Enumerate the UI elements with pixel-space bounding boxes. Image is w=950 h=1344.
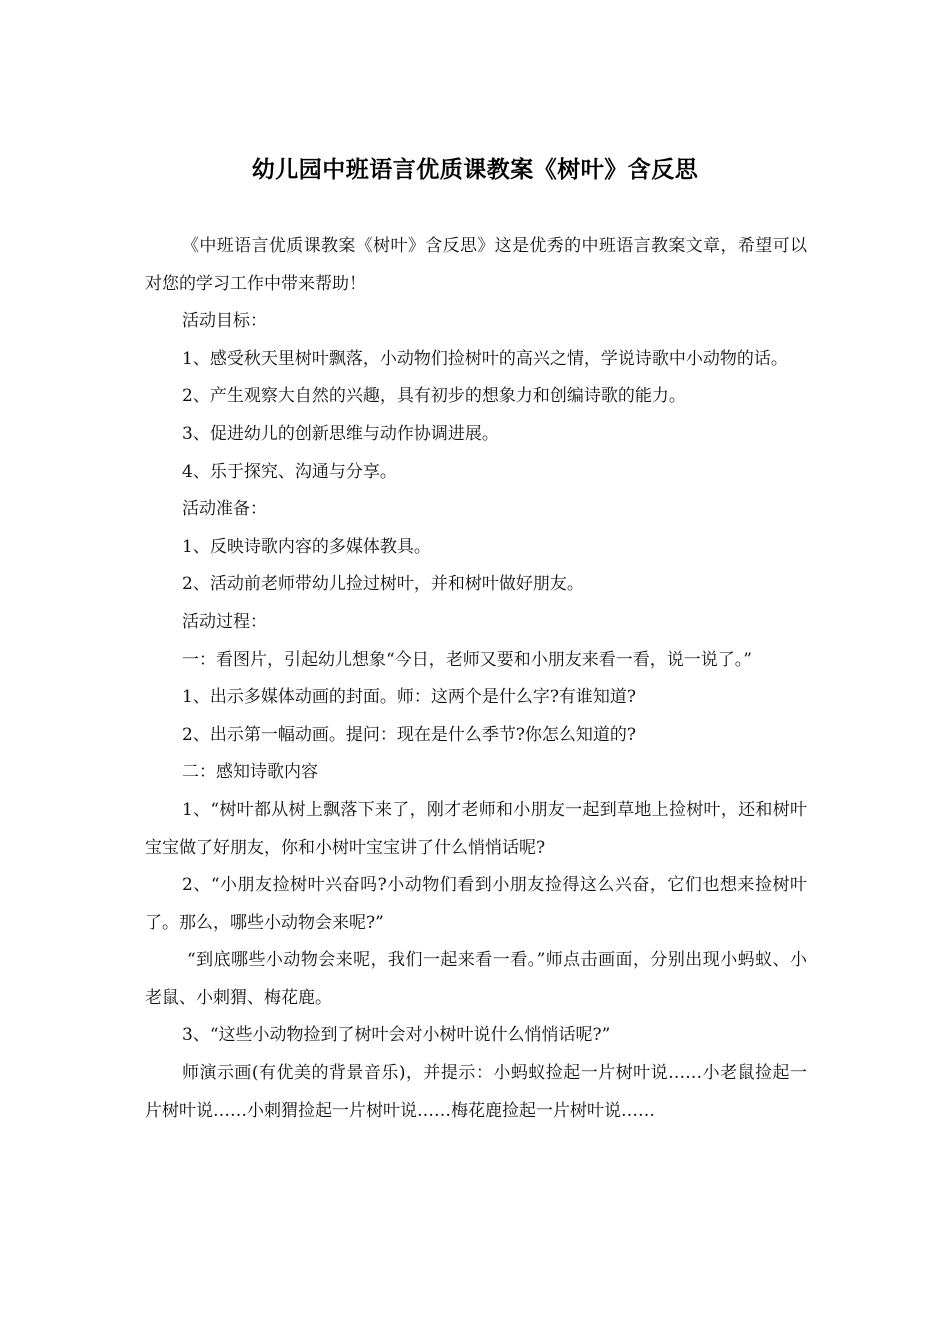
paragraph-intro: 《中班语言优质课教案《树叶》含反思》这是优秀的中班语言教案文章，希望可以对您的学习工作中带来帮助！ [145,236,807,294]
paragraph-process-1-1: 1、出示多媒体动画的封面。师：这两个是什么字?有谁知道? [182,687,637,708]
document-body [145,228,807,1130]
paragraph-process-1-2: 2、出示第一幅动画。提问：现在是什么季节?你怎么知道的? [182,724,637,745]
paragraph-preparation-2: 2、活动前老师带幼儿捡过树叶，并和树叶做好朋友。 [182,574,584,595]
heading-activity-goals: 活动目标： [182,311,267,332]
paragraph-goal-2: 2、产生观察大自然的兴趣，具有初步的想象力和创编诗歌的能力。 [182,386,686,407]
paragraph-goal-1: 1、感受秋天里树叶飘落，小动物们捡树叶的高兴之情，学说诗歌中小动物的话。 [182,348,788,369]
paragraph-process-2-1: 1、“树叶都从树上飘落下来了，刚才老师和小朋友一起到草地上捡树叶，还和树叶宝宝做了好朋友，你和小树叶宝宝讲了什么悄悄话呢? [145,799,807,858]
paragraph-process-step-1: 一：看图片，引起幼儿想象“今日，老师又要和小朋友来看一看，说一说了。” [182,649,752,670]
paragraph-process-2-2: 2、“小朋友捡树叶兴奋吗?小动物们看到小朋友捡得这么兴奋，它们也想来捡树叶了。那么，哪些小动物会来呢?” [145,875,807,933]
paragraph-preparation-1: 1、反映诗歌内容的多媒体教具。 [182,536,431,557]
paragraph-goal-4: 4、乐于探究、沟通与分享。 [182,461,397,482]
paragraph-process-2-3: 3、“这些小动物捡到了树叶会对小树叶说什么悄悄话呢?” [182,1025,611,1046]
document-title: 幼儿园中班语言优质课教案《树叶》含反思 [251,157,699,183]
heading-activity-process: 活动过程： [182,611,267,632]
paragraph-goal-3: 3、促进幼儿的创新思维与动作协调进展。 [182,423,499,444]
paragraph-process-step-2: 二：感知诗歌内容 [182,762,318,783]
paragraph-process-2-quote: “到底哪些小动物会来呢，我们一起来看一看。”师点击画面，分别出现小蚂蚁、小老鼠、小刺猬、梅花鹿。 [145,950,807,1008]
paragraph-process-demo: 师演示画(有优美的背景音乐)，并提示：小蚂蚁捡起一片树叶说……小老鼠捡起一片树叶说……小刺猬捡起一片树叶说……梅花鹿捡起一片树叶说…… [145,1063,807,1121]
heading-activity-preparation: 活动准备： [182,499,267,520]
